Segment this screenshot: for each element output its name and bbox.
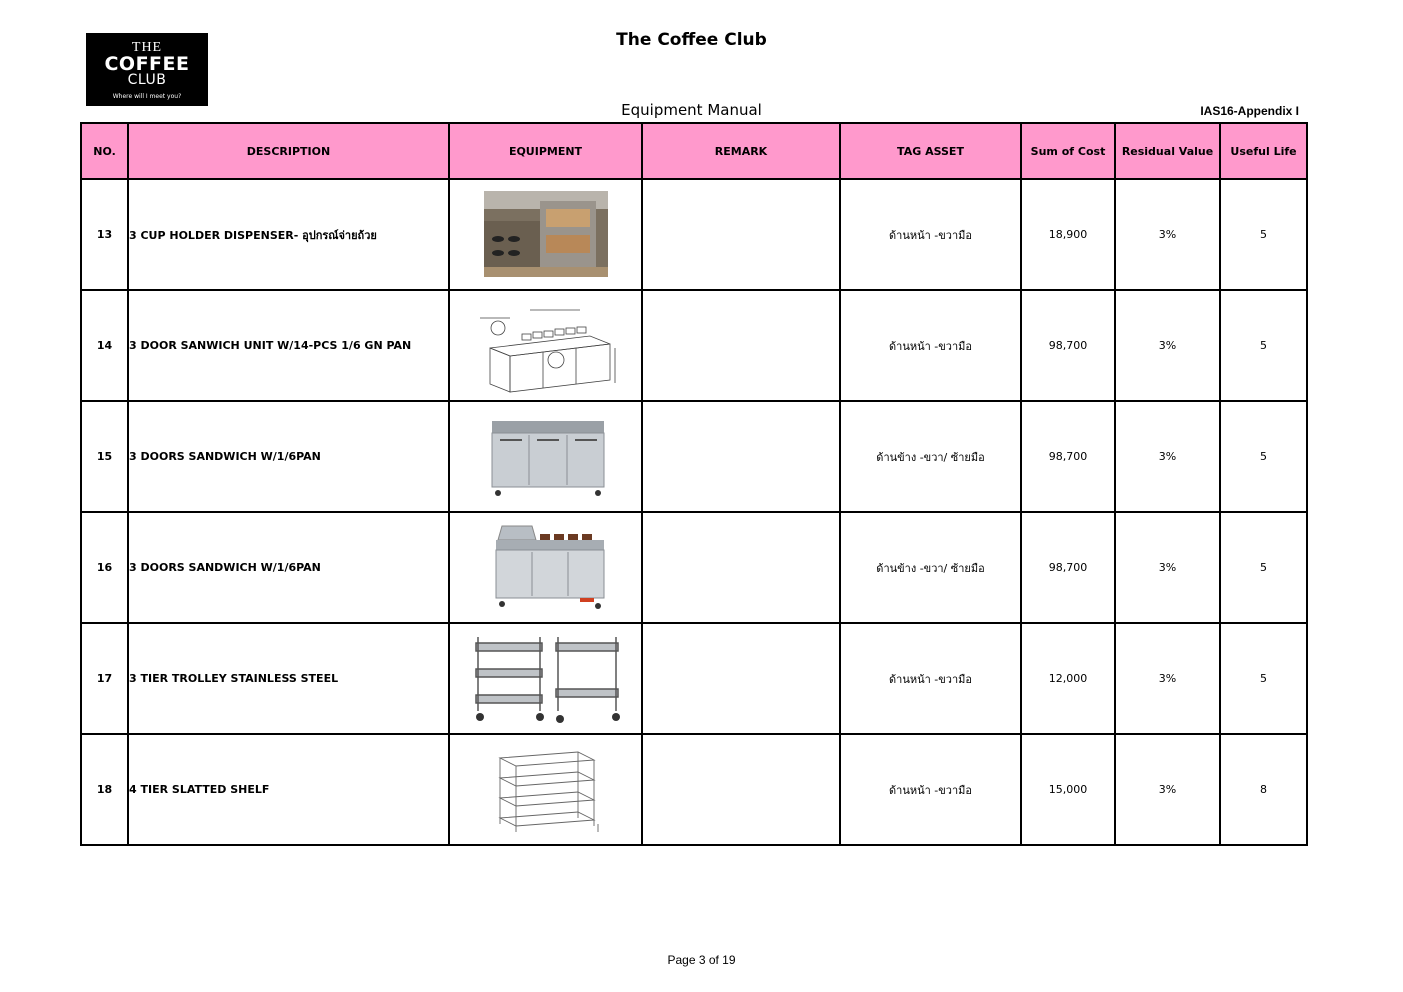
cell-residual-value: 3% <box>1115 179 1220 290</box>
cell-useful-life: 5 <box>1220 623 1307 734</box>
cell-residual-value: 3% <box>1115 512 1220 623</box>
column-header-remark: REMARK <box>642 123 840 179</box>
trolley-image <box>470 631 622 727</box>
cell-remark <box>642 734 840 845</box>
cell-description: 3 CUP HOLDER DISPENSER- อุปกรณ์จ่ายถ้วย <box>128 179 449 290</box>
cell-residual-value: 3% <box>1115 290 1220 401</box>
cell-tag-asset: ด้านหน้า -ขวามือ <box>840 179 1021 290</box>
column-header-equipment: EQUIPMENT <box>449 123 642 179</box>
column-header-no: NO. <box>81 123 128 179</box>
table-row <box>81 734 1307 845</box>
page-number: Page 3 of 19 <box>667 953 736 967</box>
table-row <box>81 290 1307 401</box>
sandwich-fridge-open-image <box>470 520 622 616</box>
document-title: The Coffee Club <box>616 30 767 50</box>
cell-no: 15 <box>81 401 128 512</box>
slatted-shelf-image <box>470 742 622 838</box>
cell-remark <box>642 290 840 401</box>
column-header-residual-value: Residual Value <box>1115 123 1220 179</box>
cell-tag-asset: ด้านข้าง -ขวา/ ซ้ายมือ <box>840 401 1021 512</box>
cell-sum-of-cost: 12,000 <box>1021 623 1115 734</box>
logo-line-club: CLUB <box>127 72 167 88</box>
cell-equipment <box>449 623 642 734</box>
cell-remark <box>642 623 840 734</box>
column-header-description: DESCRIPTION <box>128 123 449 179</box>
sandwich-unit-drawing-image <box>470 298 622 394</box>
cell-tag-asset: ด้านหน้า -ขวามือ <box>840 623 1021 734</box>
cell-sum-of-cost: 98,700 <box>1021 512 1115 623</box>
cup-holder-dispenser-image <box>470 187 622 283</box>
cell-no: 17 <box>81 623 128 734</box>
cell-description: 3 DOORS SANDWICH W/1/6PAN <box>128 512 449 623</box>
cell-sum-of-cost: 15,000 <box>1021 734 1115 845</box>
cell-no: 14 <box>81 290 128 401</box>
cell-useful-life: 8 <box>1220 734 1307 845</box>
cell-residual-value: 3% <box>1115 623 1220 734</box>
cell-tag-asset: ด้านหน้า -ขวามือ <box>840 290 1021 401</box>
logo-line-the: THE <box>131 40 163 55</box>
cell-no: 16 <box>81 512 128 623</box>
cell-no: 13 <box>81 179 128 290</box>
table-row <box>81 179 1307 290</box>
cell-equipment <box>449 179 642 290</box>
sandwich-fridge-image <box>470 409 622 505</box>
cell-description: 3 TIER TROLLEY STAINLESS STEEL <box>128 623 449 734</box>
logo-tagline: Where will I meet you? <box>112 93 182 100</box>
cell-equipment <box>449 401 642 512</box>
cell-description: 4 TIER SLATTED SHELF <box>128 734 449 845</box>
cell-tag-asset: ด้านข้าง -ขวา/ ซ้ายมือ <box>840 512 1021 623</box>
cell-equipment <box>449 512 642 623</box>
cell-remark <box>642 179 840 290</box>
cell-equipment <box>449 290 642 401</box>
cell-useful-life: 5 <box>1220 512 1307 623</box>
cell-residual-value: 3% <box>1115 734 1220 845</box>
table-row <box>81 401 1307 512</box>
logo-line-coffee: COFFEE <box>104 53 190 75</box>
cell-description: 3 DOOR SANWICH UNIT W/14-PCS 1/6 GN PAN <box>128 290 449 401</box>
column-header-sum-of-cost: Sum of Cost <box>1021 123 1115 179</box>
cell-useful-life: 5 <box>1220 401 1307 512</box>
table-row <box>81 512 1307 623</box>
cell-sum-of-cost: 98,700 <box>1021 401 1115 512</box>
cell-description: 3 DOORS SANDWICH W/1/6PAN <box>128 401 449 512</box>
cell-no: 18 <box>81 734 128 845</box>
table-row <box>81 623 1307 734</box>
cell-useful-life: 5 <box>1220 290 1307 401</box>
table-header-row <box>81 123 1307 179</box>
cell-remark <box>642 512 840 623</box>
cell-useful-life: 5 <box>1220 179 1307 290</box>
cell-residual-value: 3% <box>1115 401 1220 512</box>
column-header-tag-asset: TAG ASSET <box>840 123 1021 179</box>
document-code: IAS16-Appendix I <box>1200 104 1299 118</box>
cell-remark <box>642 401 840 512</box>
column-header-useful-life: Useful Life <box>1220 123 1307 179</box>
document-subtitle: Equipment Manual <box>621 101 762 119</box>
cell-sum-of-cost: 98,700 <box>1021 290 1115 401</box>
cell-sum-of-cost: 18,900 <box>1021 179 1115 290</box>
cell-equipment <box>449 734 642 845</box>
cell-tag-asset: ด้านหน้า -ขวามือ <box>840 734 1021 845</box>
equipment-table <box>80 122 1308 846</box>
